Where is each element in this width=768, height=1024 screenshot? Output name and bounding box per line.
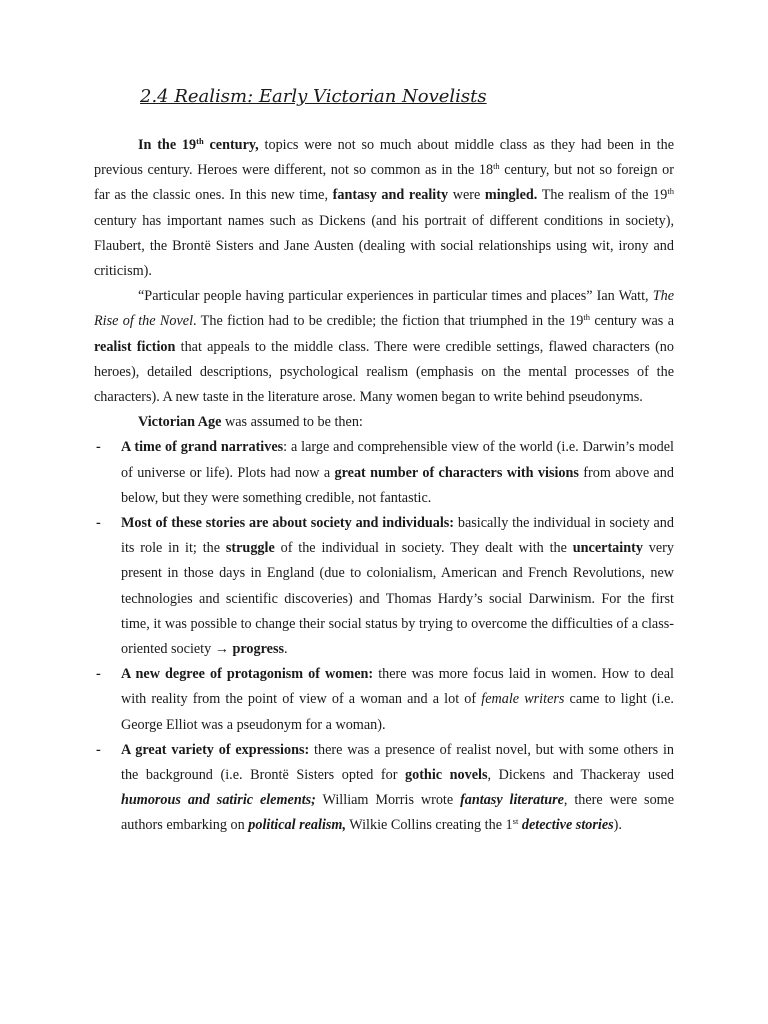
bold-italic-text: detective stories	[521, 817, 614, 834]
dash-marker: -	[96, 439, 101, 456]
bold-text	[138, 137, 259, 153]
list-item	[94, 435, 674, 511]
bold-italic-text: fantasy literature	[460, 792, 564, 809]
text-run: century,	[203, 137, 259, 153]
arrow-icon: →	[214, 641, 229, 658]
dash-marker: -	[96, 515, 101, 532]
bold-text: Victorian Age	[138, 414, 222, 431]
text-run: Wilkie Collins creating the 1	[346, 817, 513, 834]
bold-text: uncertainty	[572, 540, 643, 557]
superscript: th	[667, 186, 674, 197]
bold-text: progress	[228, 641, 284, 658]
bold-text: mingled.	[484, 187, 538, 204]
text-run: was assumed to be then:	[221, 414, 363, 431]
text-run: that appeals to the middle class. There were credible settings, flawed characters (no heroes), detailed descriptions, psychological realism (emphasis on the mental processes of the characters). A new taste in the literature arose. Many women began to write behind pseudonyms.	[94, 338, 674, 406]
text-run: basically the individual in society and its role in it; the	[121, 515, 674, 557]
text-run: “Particular people having particular experiences in particular times and places” Ian Watt,	[138, 288, 653, 305]
superscript: st	[512, 816, 519, 827]
text-run: there was more focus laid in women. How to deal with reality from the point of view of a woman and a lot of	[121, 666, 674, 708]
text-run: came to light (i.e. George Elliot was a pseudonym for a woman).	[121, 691, 674, 733]
bold-italic-text: humorous and satiric elements;	[121, 792, 316, 809]
list-item	[94, 511, 674, 662]
text-run: : a large and comprehensible view of the world (i.e. Darwin’s model of universe or life). Plots had now a	[121, 439, 674, 481]
text-run: there was a presence of realist novel, but with some others in the background (i.e. Brontë Sisters opted for	[121, 741, 674, 784]
text-run: The realism of the 19	[537, 187, 668, 204]
text-run: century, but not so foreign or far as the classic ones. In this new time,	[94, 162, 675, 204]
bold-text: great number of characters with visions	[334, 464, 579, 481]
superscript: th	[493, 161, 500, 172]
superscript: th	[583, 312, 590, 323]
text-run: , there were some authors embarking on	[121, 792, 674, 834]
paragraph-intro	[94, 133, 674, 284]
bold-text: struggle	[225, 540, 275, 557]
italic-text: female writers	[481, 691, 565, 708]
list-item	[94, 662, 674, 738]
text-run: .	[284, 641, 288, 658]
bold-text: realist fiction	[94, 338, 176, 355]
bold-text: gothic novels	[405, 767, 488, 784]
paragraph-victorian-age	[94, 410, 674, 435]
text-run: century was a	[589, 313, 674, 330]
list-item	[94, 738, 674, 839]
bold-text: Most of these stories are about society and individuals:	[121, 515, 455, 532]
bold-italic-text: political realism,	[248, 817, 346, 834]
bold-text: A time of grand narratives	[121, 439, 284, 456]
section-title: 2.4 Realism: Early Victorian Novelists	[140, 86, 487, 107]
bullet-list	[94, 435, 674, 838]
superscript: th	[196, 136, 204, 146]
text-run: very present in those days in England (due to colonialism, American and French Revolutions, new technologies and scientific discoveries) and Thomas Hardy’s social Darwinism. For the first time, it was possible to change their social status by trying to overcome the difficulties of a class-oriented society	[121, 540, 674, 658]
text-run: . The fiction had to be credible; the fiction that triumphed in the 19	[193, 313, 584, 330]
dash-marker: -	[96, 666, 101, 683]
text-run: of the individual in society. They dealt with the	[274, 540, 573, 557]
book-title: The Rise of the Novel	[94, 288, 674, 330]
bold-text: A new degree of protagonism of women:	[121, 666, 374, 683]
text-run: William Morris wrote	[315, 792, 461, 809]
document-body	[94, 133, 674, 839]
text-run: from above and below, but they were something credible, not fantastic.	[121, 464, 674, 506]
text-run: topics were not so much about middle class as they had been in the previous century. Heroes were different, not so common as in the 18	[94, 137, 674, 179]
text-run: In the 19	[138, 137, 197, 153]
bold-text: A great variety of expressions:	[121, 741, 310, 758]
bold-text: fantasy and reality	[332, 187, 449, 204]
paragraph-quote	[94, 284, 674, 410]
text-run: were	[448, 187, 485, 204]
text-run: ).	[613, 817, 622, 834]
dash-marker: -	[96, 741, 101, 758]
text-run: century has important names such as Dickens (and his portrait of different conditions in society), Flaubert, the Brontë Sisters and Jane Austen (dealing with social relationships using wit, irony and criticism).	[94, 212, 674, 280]
text-run: , Dickens and Thackeray used	[487, 767, 674, 784]
